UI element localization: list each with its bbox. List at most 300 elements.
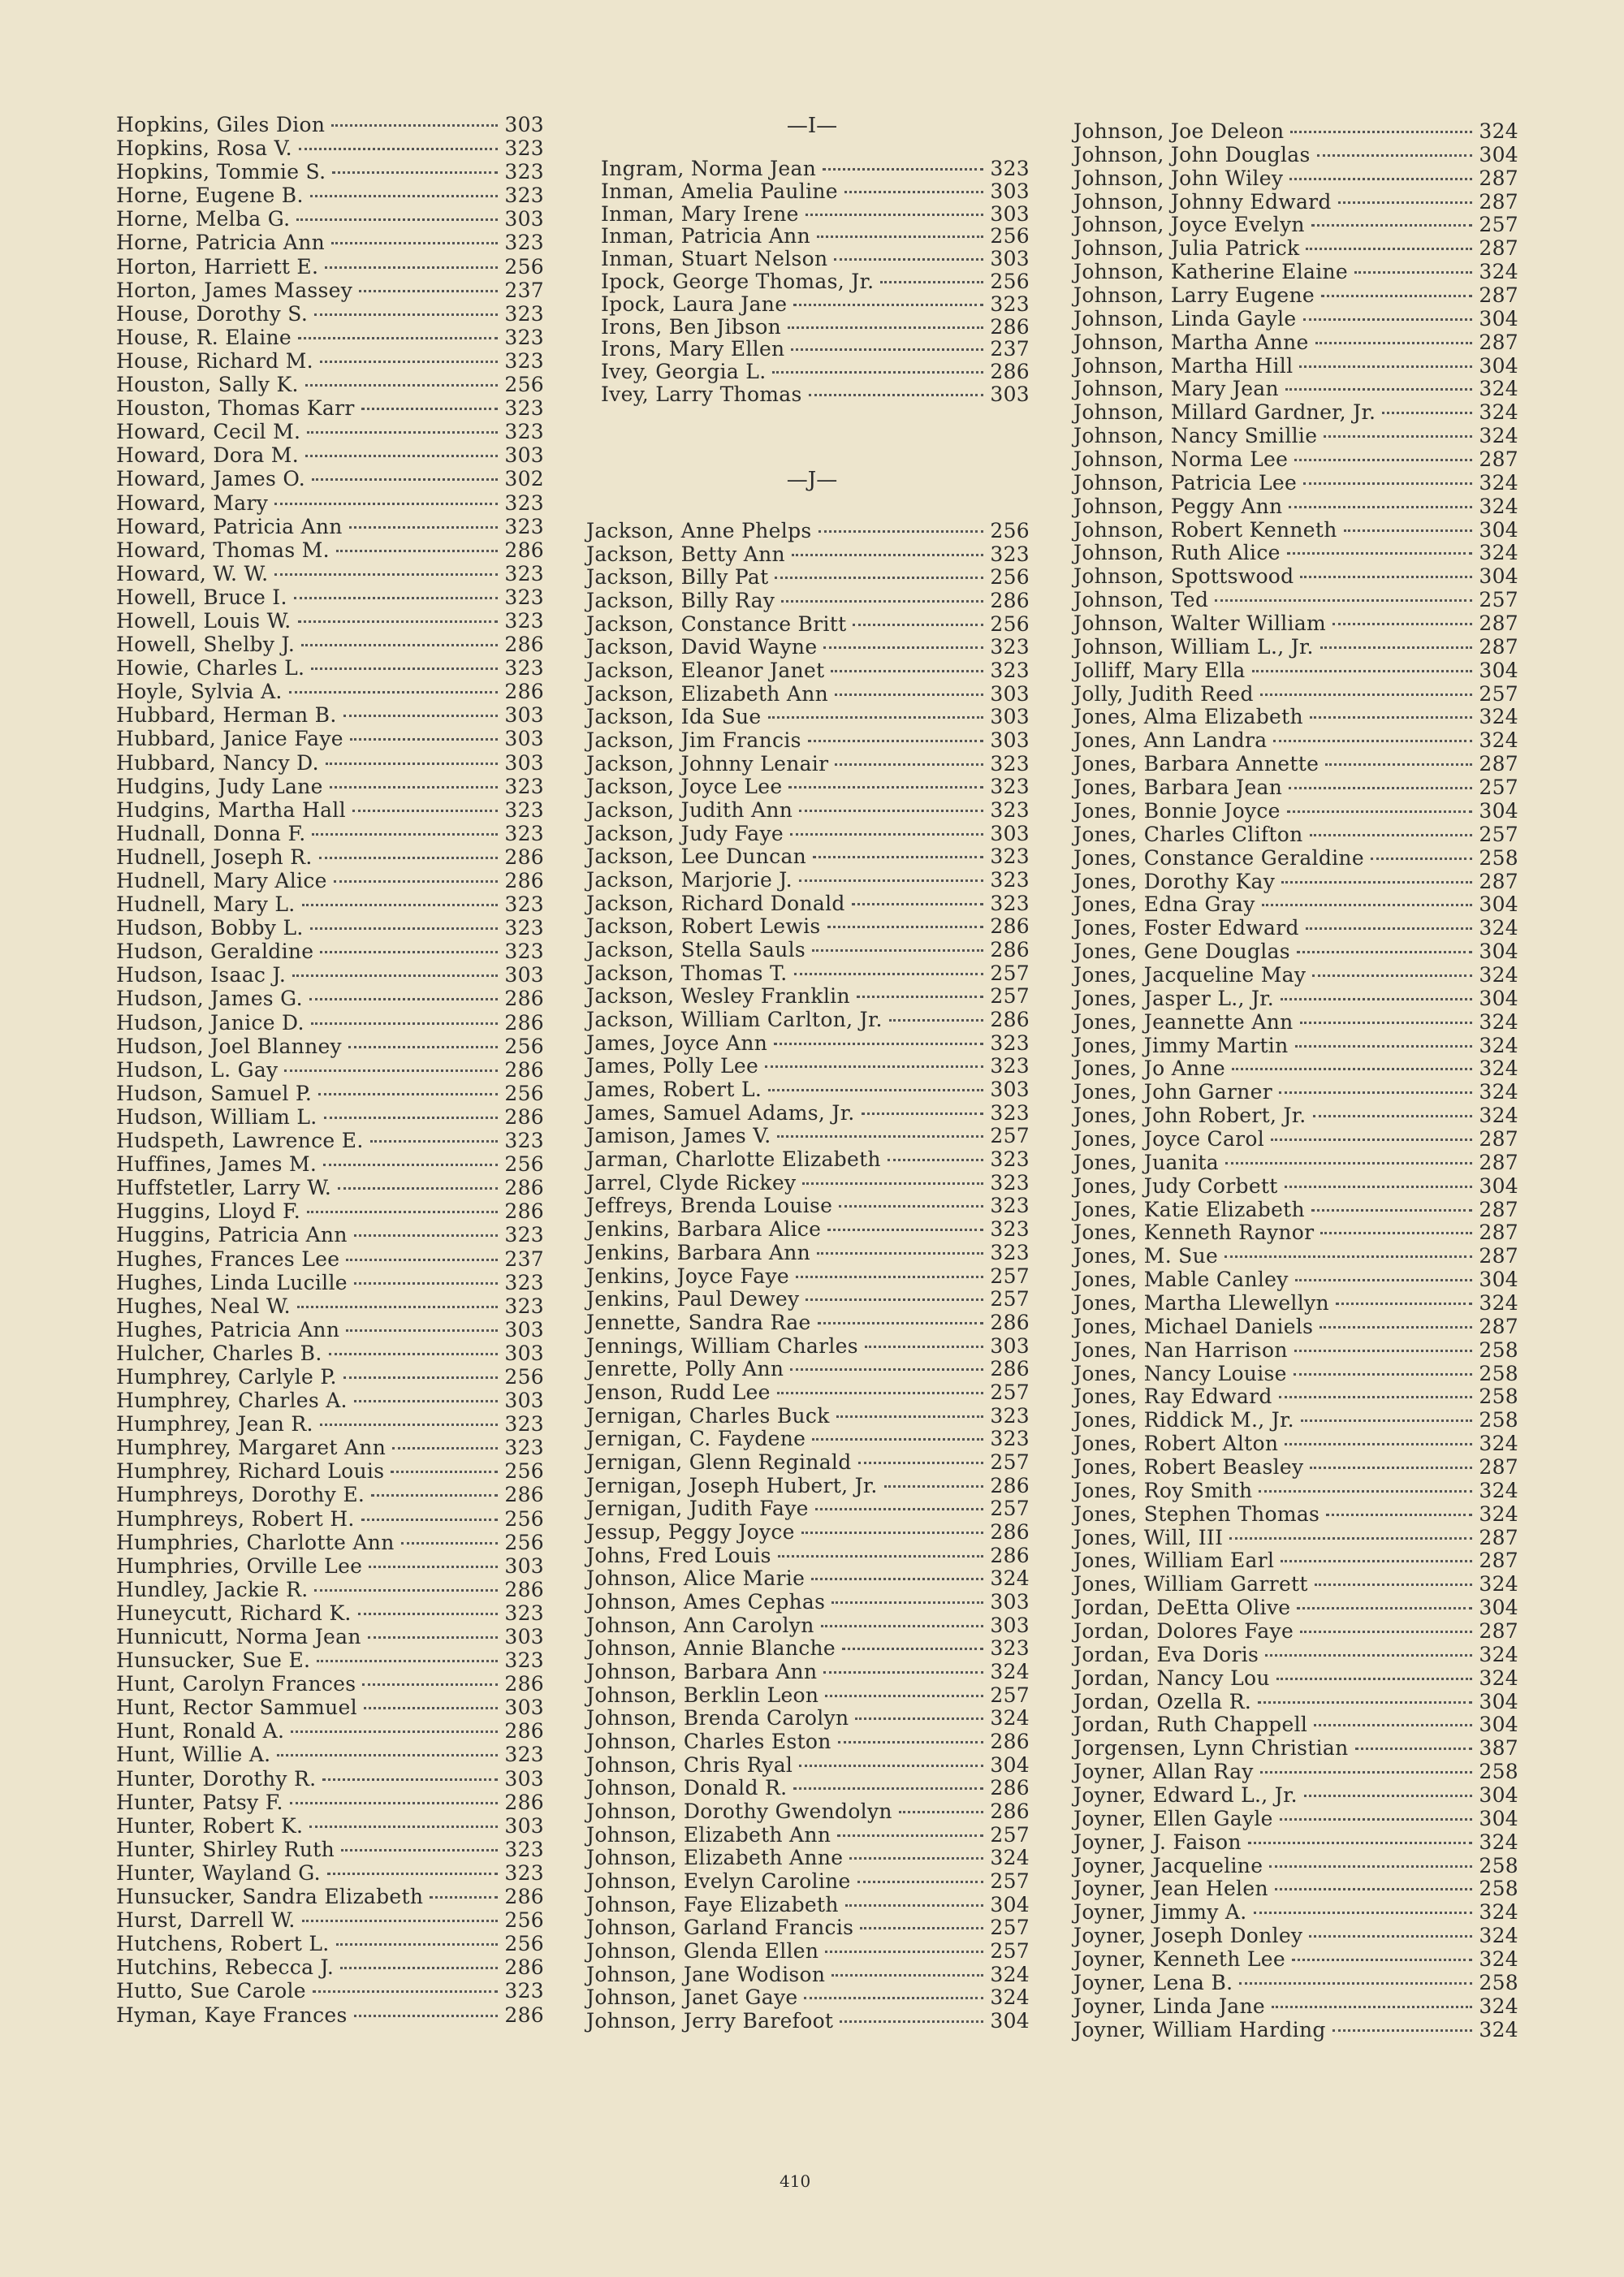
dot-leader bbox=[1229, 1537, 1472, 1540]
entry-name: Hubbard, Janice Faye bbox=[116, 727, 343, 751]
entry-page: 324 bbox=[1479, 1009, 1518, 1034]
index-column-2-i bbox=[601, 158, 1030, 405]
dot-leader bbox=[1281, 998, 1472, 1000]
entry-name: Jones, Juanita bbox=[1073, 1150, 1219, 1174]
entry-name: Johnson, Mary Jean bbox=[1073, 377, 1279, 401]
index-entry bbox=[116, 1272, 544, 1294]
entry-name: Jordan, Eva Doris bbox=[1073, 1642, 1259, 1666]
entry-page: 323 bbox=[990, 659, 1030, 683]
index-entry bbox=[116, 1437, 544, 1458]
index-entry bbox=[116, 468, 544, 490]
entry-page: 323 bbox=[504, 231, 544, 255]
entry-page: 323 bbox=[990, 1427, 1030, 1451]
dot-leader bbox=[1285, 388, 1472, 391]
entry-name: Joyner, J. Faison bbox=[1073, 1830, 1242, 1854]
entry-name: Jones, Judy Corbett bbox=[1073, 1173, 1278, 1198]
entry-name: Joyner, Allan Ray bbox=[1073, 1760, 1254, 1784]
index-entry bbox=[1073, 776, 1518, 798]
dot-leader bbox=[1289, 506, 1472, 508]
entry-page: 287 bbox=[1479, 1619, 1518, 1643]
entry-name: Humphries, Orville Lee bbox=[116, 1553, 363, 1578]
entry-name: Jones, John Garner bbox=[1073, 1080, 1272, 1104]
index-entry bbox=[1073, 823, 1518, 845]
entry-name: Johnson, Norma Lee bbox=[1073, 447, 1289, 472]
entry-page: 286 bbox=[990, 1776, 1030, 1800]
entry-name: Jackson, Stella Sauls bbox=[586, 938, 806, 962]
entry-name: Joyner, Ellen Gayle bbox=[1073, 1806, 1273, 1830]
entry-page: 323 bbox=[990, 1054, 1030, 1078]
dot-leader bbox=[804, 1997, 983, 1999]
index-entry bbox=[116, 256, 544, 278]
entry-name: Howell, Shelby J. bbox=[116, 633, 296, 657]
entry-page: 323 bbox=[504, 1223, 544, 1247]
index-entry bbox=[586, 1172, 1030, 1194]
dot-leader bbox=[834, 258, 983, 261]
index-entry bbox=[601, 383, 1030, 405]
index-entry bbox=[586, 1125, 1030, 1147]
entry-page: 323 bbox=[504, 774, 544, 798]
entry-page: 323 bbox=[990, 1147, 1030, 1172]
dot-leader bbox=[305, 384, 499, 387]
page-number: 410 bbox=[780, 2171, 811, 2191]
entry-name: Jackson, Richard Donald bbox=[586, 891, 845, 915]
entry-name: Humphreys, Robert H. bbox=[116, 1506, 355, 1531]
dot-leader bbox=[1275, 1888, 1473, 1890]
index-column-3 bbox=[1073, 120, 1518, 2041]
index-entry bbox=[116, 1815, 544, 1837]
dot-leader bbox=[338, 1187, 498, 1190]
dot-leader bbox=[825, 1951, 983, 1953]
entry-page: 304 bbox=[1479, 142, 1518, 166]
entry-page: 256 bbox=[990, 565, 1030, 590]
entry-name: Johnson, Ruth Alice bbox=[1073, 541, 1281, 565]
entry-name: Jordan, Nancy Lou bbox=[1073, 1666, 1270, 1690]
entry-page: 303 bbox=[504, 1341, 544, 1365]
entry-page: 323 bbox=[990, 1403, 1030, 1428]
index-entry bbox=[1073, 729, 1518, 751]
dot-leader bbox=[1254, 1912, 1473, 1914]
entry-name: Jones, Jasper L., Jr. bbox=[1073, 986, 1275, 1010]
entry-page: 286 bbox=[504, 1790, 544, 1814]
entry-name: Hudson, Geraldine bbox=[116, 940, 314, 964]
entry-name: Jordan, DeEtta Olive bbox=[1073, 1596, 1291, 1620]
entry-name: Jones, Charles Clifton bbox=[1073, 822, 1303, 846]
index-entry bbox=[116, 1768, 544, 1790]
dot-leader bbox=[802, 1182, 983, 1185]
index-entry bbox=[116, 940, 544, 962]
index-entry bbox=[1073, 261, 1518, 283]
dot-leader bbox=[1317, 154, 1473, 157]
index-entry bbox=[1073, 1877, 1518, 1899]
index-entry bbox=[586, 1009, 1030, 1030]
entry-name: James, Samuel Adams, Jr. bbox=[586, 1100, 855, 1125]
dot-leader bbox=[811, 1578, 983, 1580]
entry-page: 324 bbox=[1479, 2017, 1518, 2042]
entry-page: 287 bbox=[1479, 189, 1518, 214]
dot-leader bbox=[792, 554, 983, 556]
dot-leader bbox=[324, 1117, 499, 1119]
entry-name: Humphrey, Charles A. bbox=[116, 1389, 348, 1413]
entry-page: 324 bbox=[990, 1962, 1030, 1986]
dot-leader bbox=[1311, 224, 1473, 227]
entry-name: Jernigan, Joseph Hubert, Jr. bbox=[586, 1473, 878, 1497]
entry-page: 256 bbox=[504, 1932, 544, 1956]
entry-page: 237 bbox=[504, 1247, 544, 1271]
index-entry bbox=[586, 1940, 1030, 1962]
entry-name: Johnson, Ted bbox=[1073, 588, 1209, 612]
entry-name: James, Polly Lee bbox=[586, 1054, 759, 1078]
entry-page: 287 bbox=[1479, 166, 1518, 190]
index-entry bbox=[116, 137, 544, 159]
entry-page: 287 bbox=[1479, 1244, 1518, 1268]
entry-name: Jackson, Judith Ann bbox=[586, 798, 793, 823]
entry-name: Jones, Riddick M., Jr. bbox=[1073, 1408, 1294, 1432]
entry-name: Johnson, John Wiley bbox=[1073, 166, 1284, 190]
entry-page: 286 bbox=[990, 1473, 1030, 1497]
entry-name: Joyner, Kenneth Lee bbox=[1073, 1947, 1285, 1972]
index-entry bbox=[116, 326, 544, 348]
entry-page: 304 bbox=[1479, 658, 1518, 682]
index-entry bbox=[586, 1730, 1030, 1752]
entry-page: 324 bbox=[1479, 377, 1518, 401]
entry-name: Jones, Kenneth Raynor bbox=[1073, 1221, 1315, 1245]
entry-page: 304 bbox=[990, 2009, 1030, 2033]
section-header-i: —I— bbox=[786, 114, 838, 138]
entry-name: Johnson, Linda Gayle bbox=[1073, 306, 1297, 331]
entry-page: 303 bbox=[504, 113, 544, 136]
dot-leader bbox=[298, 620, 499, 623]
entry-name: Hudson, Janice D. bbox=[116, 1010, 304, 1035]
index-entry bbox=[1073, 636, 1518, 658]
dot-leader bbox=[1252, 670, 1473, 672]
index-entry bbox=[1073, 448, 1518, 470]
dot-leader bbox=[1314, 1724, 1472, 1726]
dot-leader bbox=[362, 1683, 498, 1686]
index-entry bbox=[116, 1791, 544, 1813]
dot-leader bbox=[801, 1532, 984, 1534]
entry-name: Jarrel, Clyde Rickey bbox=[586, 1170, 797, 1195]
entry-page: 324 bbox=[990, 1706, 1030, 1730]
entry-name: Howard, Patricia Ann bbox=[116, 514, 343, 538]
entry-page: 304 bbox=[1479, 564, 1518, 589]
entry-name: Houston, Sally K. bbox=[116, 373, 299, 397]
entry-page: 304 bbox=[1479, 517, 1518, 542]
entry-page: 257 bbox=[1479, 681, 1518, 706]
entry-name: Humphries, Charlotte Ann bbox=[116, 1530, 395, 1554]
index-entry bbox=[116, 1909, 544, 1931]
entry-name: Jones, Jo Anne bbox=[1073, 1056, 1225, 1081]
entry-name: Howard, Cecil M. bbox=[116, 420, 301, 444]
dot-leader bbox=[348, 1046, 498, 1048]
dot-leader bbox=[806, 1298, 983, 1301]
entry-name: Johnson, Spottswood bbox=[1073, 564, 1294, 589]
dot-leader bbox=[1310, 1467, 1472, 1469]
entry-name: Hudson, Isaac J. bbox=[116, 963, 287, 987]
dot-leader bbox=[371, 1494, 498, 1497]
index-entry bbox=[116, 184, 544, 206]
entry-name: Jackson, Marjorie J. bbox=[586, 868, 793, 892]
entry-page: 286 bbox=[990, 914, 1030, 939]
index-entry bbox=[586, 1078, 1030, 1100]
index-entry bbox=[586, 1567, 1030, 1589]
index-entry bbox=[586, 1358, 1030, 1380]
index-entry bbox=[1073, 612, 1518, 634]
entry-name: Johnson, Martha Anne bbox=[1073, 330, 1309, 354]
entry-name: Joyner, Jacqueline bbox=[1073, 1853, 1263, 1877]
entry-name: Hutchens, Robert L. bbox=[116, 1932, 330, 1956]
index-entry bbox=[116, 1602, 544, 1624]
entry-page: 303 bbox=[504, 1625, 544, 1648]
index-entry bbox=[116, 1673, 544, 1695]
entry-page: 324 bbox=[1479, 1501, 1518, 1526]
entry-page: 323 bbox=[504, 1979, 544, 2003]
entry-name: Hubbard, Nancy D. bbox=[116, 750, 319, 775]
entry-page: 286 bbox=[990, 589, 1030, 613]
index-entry bbox=[586, 939, 1030, 961]
entry-page: 323 bbox=[504, 1412, 544, 1437]
index-entry bbox=[1073, 1784, 1518, 1806]
dot-leader bbox=[855, 1717, 983, 1720]
dot-leader bbox=[340, 1967, 498, 1969]
entry-name: Joyner, Linda Jane bbox=[1073, 1994, 1265, 2018]
index-entry bbox=[586, 1032, 1030, 1054]
dot-leader bbox=[352, 810, 498, 812]
entry-name: Jones, Barbara Annette bbox=[1073, 752, 1320, 776]
entry-name: Hudson, William L. bbox=[116, 1104, 317, 1129]
entry-name: Jones, Barbara Jean bbox=[1073, 776, 1283, 800]
dot-leader bbox=[1289, 178, 1472, 180]
entry-name: Johnson, Joe Deleon bbox=[1073, 119, 1285, 143]
entry-name: Hudson, Samuel P. bbox=[116, 1081, 313, 1105]
entry-page: 304 bbox=[1479, 1783, 1518, 1808]
index-entry bbox=[116, 516, 544, 538]
dot-leader bbox=[294, 597, 499, 599]
dot-leader bbox=[858, 1462, 984, 1464]
index-entry bbox=[586, 1916, 1030, 1938]
index-entry bbox=[116, 1696, 544, 1718]
dot-leader bbox=[1280, 1818, 1473, 1821]
entry-page: 324 bbox=[990, 1985, 1030, 2010]
index-entry bbox=[601, 361, 1030, 382]
entry-page: 323 bbox=[504, 184, 544, 208]
entry-page: 287 bbox=[1479, 1221, 1518, 1245]
entry-page: 303 bbox=[990, 382, 1030, 406]
section-header-j: —J— bbox=[786, 468, 838, 492]
entry-name: Howell, Louis W. bbox=[116, 608, 292, 633]
entry-page: 303 bbox=[504, 1766, 544, 1791]
dot-leader bbox=[1315, 342, 1473, 344]
entry-page: 303 bbox=[990, 247, 1030, 271]
dot-leader bbox=[1258, 1701, 1472, 1704]
entry-name: Jones, Nan Harrison bbox=[1073, 1337, 1288, 1362]
entry-name: Johnson, Ann Carolyn bbox=[586, 1613, 814, 1637]
entry-page: 286 bbox=[504, 1955, 544, 1980]
dot-leader bbox=[359, 290, 498, 292]
entry-name: Jenkins, Joyce Faye bbox=[586, 1264, 789, 1288]
entry-page: 323 bbox=[504, 348, 544, 373]
entry-name: Hurst, Darrell W. bbox=[116, 1908, 296, 1933]
dot-leader bbox=[401, 1542, 499, 1545]
dot-leader bbox=[430, 1896, 498, 1899]
dot-leader bbox=[823, 168, 983, 171]
entry-name: Jackson, Jim Francis bbox=[586, 728, 801, 753]
index-entry bbox=[1073, 1175, 1518, 1197]
index-entry bbox=[1073, 1808, 1518, 1830]
dot-leader bbox=[1297, 951, 1472, 953]
dot-leader bbox=[1300, 576, 1472, 578]
dot-leader bbox=[1287, 552, 1473, 555]
dot-leader bbox=[1371, 858, 1472, 860]
entry-page: 256 bbox=[504, 1506, 544, 1531]
entry-name: Hunt, Carolyn Frances bbox=[116, 1672, 356, 1696]
entry-name: Howell, Bruce I. bbox=[116, 585, 287, 609]
entry-page: 323 bbox=[504, 656, 544, 681]
index-entry bbox=[1073, 237, 1518, 259]
entry-page: 323 bbox=[990, 751, 1030, 776]
entry-page: 323 bbox=[990, 542, 1030, 566]
dot-leader bbox=[865, 1346, 984, 1348]
dot-leader bbox=[831, 670, 983, 672]
index-entry bbox=[586, 1870, 1030, 1892]
entry-name: Ivey, Georgia L. bbox=[601, 360, 767, 384]
dot-leader bbox=[354, 1282, 499, 1285]
entry-page: 323 bbox=[990, 292, 1030, 316]
dot-leader bbox=[777, 1135, 983, 1138]
index-entry bbox=[1073, 847, 1518, 869]
entry-page: 323 bbox=[504, 585, 544, 609]
entry-name: Jernigan, Judith Faye bbox=[586, 1497, 809, 1521]
dot-leader bbox=[1324, 435, 1472, 438]
index-entry bbox=[116, 1484, 544, 1506]
index-entry bbox=[116, 1626, 544, 1648]
entry-name: Irons, Ben Jibson bbox=[601, 314, 782, 339]
entry-name: Hudnell, Mary Alice bbox=[116, 869, 327, 892]
dot-leader bbox=[1279, 1396, 1473, 1398]
index-entry bbox=[116, 846, 544, 868]
dot-leader bbox=[1315, 1584, 1473, 1586]
entry-page: 256 bbox=[504, 254, 544, 279]
dot-leader bbox=[849, 1857, 983, 1860]
dot-leader bbox=[835, 763, 983, 766]
entry-page: 323 bbox=[504, 1294, 544, 1318]
dot-leader bbox=[1312, 974, 1472, 977]
dot-leader bbox=[1310, 834, 1473, 836]
index-entry bbox=[586, 869, 1030, 891]
index-entry bbox=[1073, 1128, 1518, 1150]
dot-leader bbox=[1281, 1560, 1472, 1562]
entry-page: 256 bbox=[990, 269, 1030, 293]
entry-page: 324 bbox=[1479, 494, 1518, 518]
index-entry bbox=[586, 776, 1030, 797]
entry-name: Joyner, Edward L., Jr. bbox=[1073, 1783, 1298, 1808]
entry-page: 324 bbox=[990, 1566, 1030, 1591]
index-entry bbox=[586, 729, 1030, 751]
entry-page: 287 bbox=[1479, 1197, 1518, 1221]
entry-page: 286 bbox=[990, 360, 1030, 384]
entry-name: Johnson, Chris Ryal bbox=[586, 1752, 793, 1777]
index-entry bbox=[116, 1295, 544, 1317]
entry-page: 257 bbox=[990, 1380, 1030, 1404]
entry-page: 324 bbox=[1479, 1033, 1518, 1057]
entry-page: 323 bbox=[504, 490, 544, 515]
entry-name: Jackson, Billy Ray bbox=[586, 589, 775, 613]
dot-leader bbox=[1281, 881, 1472, 884]
dot-leader bbox=[768, 716, 984, 719]
dot-leader bbox=[799, 1765, 983, 1767]
entry-page: 303 bbox=[504, 443, 544, 468]
dot-leader bbox=[808, 740, 984, 742]
entry-page: 258 bbox=[1479, 1337, 1518, 1362]
entry-page: 257 bbox=[990, 1124, 1030, 1148]
dot-leader bbox=[825, 1695, 983, 1697]
dot-leader bbox=[364, 1707, 498, 1709]
entry-name: Jackson, William Carlton, Jr. bbox=[586, 1008, 883, 1032]
dot-leader bbox=[775, 577, 983, 579]
dot-leader bbox=[331, 124, 498, 127]
index-entry bbox=[116, 1956, 544, 1978]
dot-leader bbox=[391, 1471, 498, 1473]
index-entry bbox=[1073, 1691, 1518, 1713]
entry-name: Horne, Eugene B. bbox=[116, 184, 304, 208]
entry-page: 323 bbox=[504, 396, 544, 421]
entry-page: 304 bbox=[1479, 306, 1518, 331]
dot-leader bbox=[1271, 1138, 1472, 1141]
index-entry bbox=[586, 1311, 1030, 1333]
entry-page: 287 bbox=[1479, 447, 1518, 472]
entry-name: Johnson, Alice Marie bbox=[586, 1566, 806, 1591]
dot-leader bbox=[836, 1415, 984, 1418]
entry-page: 256 bbox=[504, 1530, 544, 1554]
entry-name: Jordan, Dolores Faye bbox=[1073, 1619, 1294, 1643]
index-entry bbox=[116, 1012, 544, 1034]
index-entry bbox=[601, 338, 1030, 360]
index-entry bbox=[1073, 589, 1518, 611]
dot-leader bbox=[1344, 529, 1473, 532]
entry-name: Jenkins, Barbara Ann bbox=[586, 1240, 811, 1264]
index-entry bbox=[116, 1130, 544, 1151]
dot-leader bbox=[1272, 2006, 1472, 2008]
index-entry bbox=[1073, 1151, 1518, 1173]
entry-page: 286 bbox=[990, 1799, 1030, 1823]
entry-page: 303 bbox=[990, 681, 1030, 706]
dot-leader bbox=[889, 1019, 984, 1022]
dot-leader bbox=[274, 503, 498, 505]
entry-page: 287 bbox=[1479, 1525, 1518, 1549]
dot-leader bbox=[346, 1259, 498, 1261]
index-entry bbox=[586, 2010, 1030, 2032]
entry-name: Joyner, Jimmy A. bbox=[1073, 1900, 1247, 1925]
index-entry bbox=[586, 1242, 1030, 1264]
index-entry bbox=[116, 633, 544, 655]
entry-page: 323 bbox=[990, 1194, 1030, 1218]
entry-name: Johnson, Katherine Elaine bbox=[1073, 260, 1349, 284]
entry-page: 303 bbox=[504, 207, 544, 231]
dot-leader bbox=[839, 1205, 983, 1208]
entry-name: Hudgins, Martha Hall bbox=[116, 797, 346, 822]
dot-leader bbox=[823, 1671, 983, 1674]
index-entry bbox=[586, 1637, 1030, 1659]
index-entry bbox=[586, 1847, 1030, 1869]
entry-name: Jones, John Robert, Jr. bbox=[1073, 1104, 1307, 1128]
entry-name: Hunter, Patsy F. bbox=[116, 1790, 283, 1814]
dot-leader bbox=[311, 1022, 499, 1025]
dot-leader bbox=[314, 313, 498, 316]
index-entry bbox=[1073, 753, 1518, 775]
entry-name: Jackson, Ida Sue bbox=[586, 705, 762, 729]
entry-name: Hunter, Shirley Ruth bbox=[116, 1837, 335, 1861]
dot-leader bbox=[1273, 740, 1472, 742]
entry-page: 323 bbox=[504, 940, 544, 964]
